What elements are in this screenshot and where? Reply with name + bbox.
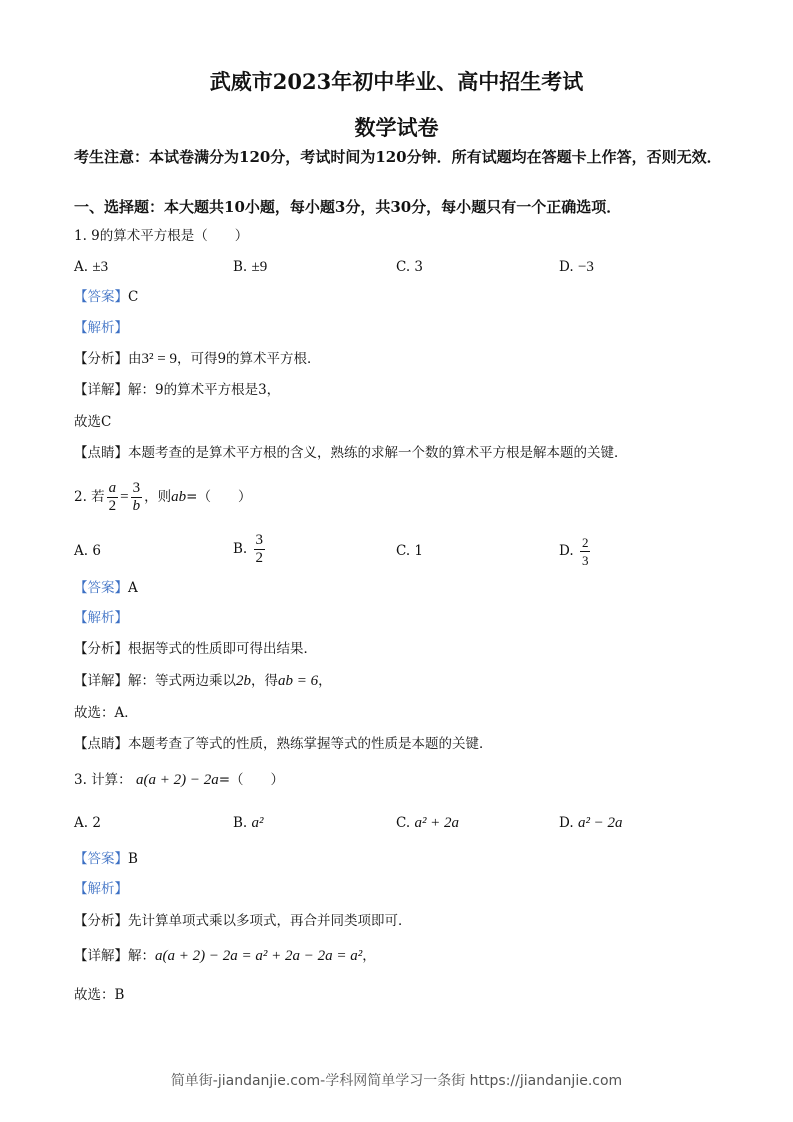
q2-fraction-1: $\frac{a}{2}$ [108, 480, 117, 514]
q3-stem: 3. 计算： a(a + 2) − 2a=（ ） [74, 772, 285, 788]
page-title: 武威市2023年初中毕业、高中招生考试 [209, 69, 584, 94]
q3-option-d: D. a² − 2a [559, 815, 623, 831]
q1-analysis-tag: 【解析】 [74, 320, 128, 336]
q1-option-a: A. ±3 [74, 259, 109, 275]
q3-answer: 【答案】B [74, 851, 138, 867]
q1-option-d: D. −3 [559, 259, 594, 275]
q1-stem: 1. 9的算术平方根是（ ） [74, 228, 249, 244]
q1-detail: 【详解】解：9的算术平方根是3， [74, 382, 281, 398]
page-footer: 简单街-jiandanjie.com-学科网简单学习一条街 https://jiandanjie.com [170, 1073, 623, 1089]
q3-analysis-tag: 【解析】 [74, 881, 128, 897]
q3-option-b: B. a² [233, 815, 264, 831]
q1-fenxi: 【分析】由3² = 9，可得9的算术平方根． [74, 351, 321, 367]
q3-option-c: C. a² + 2a [396, 815, 460, 831]
q2-option-d: D. $\frac{2}{3}$ [559, 535, 589, 568]
q2-option-a: A. 6 [74, 543, 101, 559]
q3-fenxi: 【分析】先计算单项式乘以多项式，再合并同类项即可． [74, 913, 412, 929]
q2-option-c: C. 1 [396, 543, 424, 559]
q2-choose: 故选：A． [74, 705, 138, 721]
q3-detail: 【详解】解：a(a + 2) − 2a = a² + 2a − 2a = a²， [74, 948, 376, 964]
q2-detail: 【详解】解：等式两边乘以2b，得ab = 6， [74, 673, 332, 689]
section-heading: 一、选择题：本大题共10小题，每小题3分，共30分，每小题只有一个正确选项． [74, 198, 622, 216]
q2-analysis-tag: 【解析】 [74, 610, 128, 626]
q2-option-b: B. $\frac{3}{2}$ [233, 532, 264, 566]
q1-choose: 故选C [74, 414, 112, 430]
q2-fraction-2: $\frac{3}{b}$ [132, 480, 141, 514]
q3-option-a: A. 2 [74, 815, 101, 831]
q1-option-b: B. ±9 [233, 259, 268, 275]
q2-comment: 【点睛】本题考查了等式的性质，熟练掌握等式的性质是本题的关键． [74, 736, 493, 752]
exam-notice: 考生注意：本试卷满分为120分，考试时间为120分钟．所有试题均在答题卡上作答，否则无效． [74, 148, 722, 166]
q3-choose: 故选：B [74, 987, 125, 1003]
q2-answer: 【答案】A [74, 580, 138, 596]
q1-comment: 【点睛】本题考查的是算术平方根的含义，熟练的求解一个数的算术平方根是解本题的关键． [74, 445, 628, 461]
q2-stem: 2. 若 $\frac{a}{2}$ = $\frac{3}{b}$ ，则ab=（ ） [74, 480, 252, 514]
q1-option-c: C. 3 [396, 259, 424, 275]
q1-answer: 【答案】C [74, 289, 139, 305]
page-subtitle: 数学试卷 [354, 115, 439, 140]
q2-fenxi: 【分析】根据等式的性质即可得出结果． [74, 641, 317, 657]
